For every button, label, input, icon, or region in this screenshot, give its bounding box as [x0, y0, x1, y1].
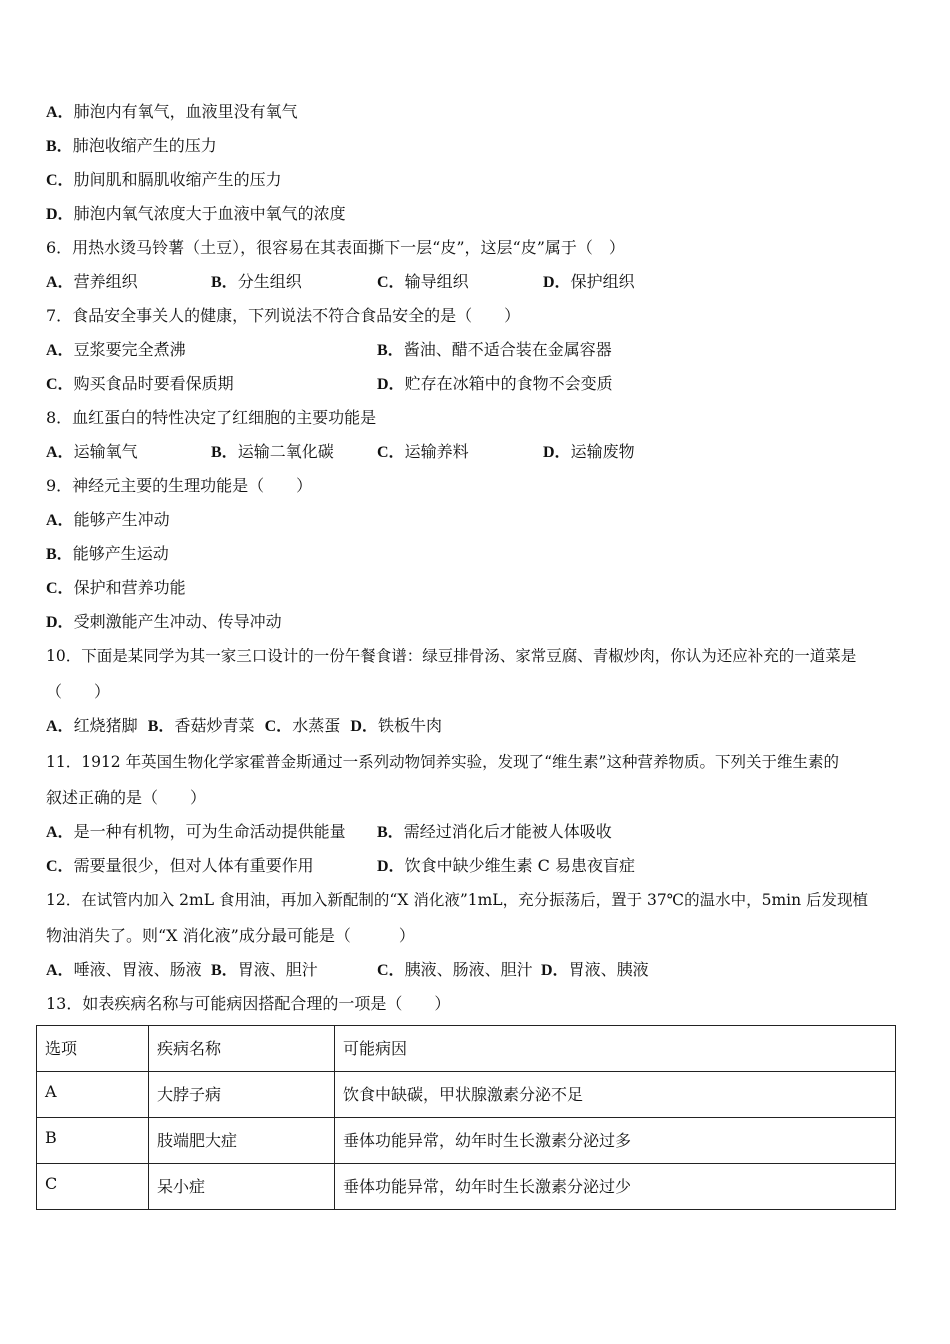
q11-option-c: C．需要量很少，但对人体有重要作用: [46, 856, 314, 875]
q10-option-c: 水蒸蛋: [292, 716, 341, 735]
q12-stem-line1: 12．在试管内加入 2mL 食用油，再加入新配制的“X 消化液”1mL，充分振荡后，置于 37℃的温水中，5min 后发现植: [46, 891, 869, 909]
q10-options: A．红烧猪脚 B．香菇炒青菜 C．水蒸蛋 D．铁板牛肉: [46, 716, 442, 735]
disease-table: [36, 1025, 896, 1210]
q6-option-d: D．保护组织: [543, 272, 635, 291]
q11-option-d: D．饮食中缺少维生素 C 易患夜盲症: [377, 856, 635, 875]
q11-option-b: B．需经过消化后才能被人体吸收: [377, 822, 612, 841]
table-cell: C: [37, 1164, 149, 1210]
table-cell: 肢端肥大症: [149, 1118, 335, 1164]
q5-option-b: B．肺泡收缩产生的压力: [46, 136, 217, 155]
q7-option-a: A．豆浆要完全煮沸: [46, 340, 186, 359]
q6-stem: 6．用热水烫马铃薯（土豆），很容易在其表面撕下一层“皮”，这层“皮”属于（ ）: [46, 238, 625, 257]
table-cell: B: [37, 1118, 149, 1164]
q12-option-b: B．胃液、胆汁: [211, 960, 318, 979]
table-header-row: [37, 1026, 896, 1072]
table-cell: 大脖子病: [149, 1072, 335, 1118]
q7-option-b: B．酱油、醋不适合装在金属容器: [377, 340, 612, 359]
table-cell: 呆小症: [149, 1164, 335, 1210]
q8-option-a: A．运输氧气: [46, 442, 138, 461]
table-row: [37, 1072, 896, 1118]
q12-option-d: D．胃液、胰液: [541, 960, 649, 979]
q7-option-d: D．贮存在冰箱中的食物不会变质: [377, 374, 613, 393]
q7-stem: 7．食品安全事关人的健康，下列说法不符合食品安全的是（ ）: [46, 306, 521, 325]
q13-stem: 13．如表疾病名称与可能病因搭配合理的一项是（ ）: [46, 994, 451, 1013]
table-cell: 垂体功能异常，幼年时生长激素分泌过少: [335, 1164, 896, 1210]
q5-option-d: D．肺泡内氧气浓度大于血液中氧气的浓度: [46, 204, 346, 223]
q12-option-a: A．唾液、胃液、肠液: [46, 960, 202, 979]
table-row: [37, 1118, 896, 1164]
q8-option-c: C．运输养料: [377, 442, 469, 461]
q9-option-a: A．能够产生冲动: [46, 510, 170, 529]
q10-option-a: 红烧猪脚: [73, 716, 138, 735]
q6-option-a: A．营养组织: [46, 272, 138, 291]
table-header-cell: 可能病因: [335, 1026, 896, 1072]
q8-option-d: D．运输废物: [543, 442, 635, 461]
table-header-cell: 选项: [37, 1026, 149, 1072]
table-cell: 饮食中缺碳，甲状腺激素分泌不足: [335, 1072, 896, 1118]
q8-stem: 8．血红蛋白的特性决定了红细胞的主要功能是: [46, 408, 377, 427]
q9-option-d: D．受刺激能产生冲动、传导冲动: [46, 612, 282, 631]
q11-stem-line2: 叙述正确的是（ ）: [46, 788, 207, 807]
q7-option-c: C．购买食品时要看保质期: [46, 374, 234, 393]
q12-option-c: C．胰液、肠液、胆汁: [377, 960, 533, 979]
q10-stem-line2: （ ）: [46, 682, 111, 701]
q6-option-b: B．分生组织: [211, 272, 302, 291]
q9-option-b: B．能够产生运动: [46, 544, 169, 563]
q10-stem-line1: 10．下面是某同学为其一家三口设计的一份午餐食谱：绿豆排骨汤、家常豆腐、青椒炒肉，你认为还应补充的一道菜是: [46, 647, 857, 665]
q9-option-c: C．保护和营养功能: [46, 578, 186, 597]
q12-stem-line2: 物油消失了。则“X 消化液”成分最可能是（ ）: [46, 926, 415, 945]
table-cell: A: [37, 1072, 149, 1118]
q10-option-d: 铁板牛肉: [377, 716, 442, 735]
q11-option-a: A．是一种有机物，可为生命活动提供能量: [46, 822, 346, 841]
q11-stem-line1: 11．1912 年英国生物化学家霍普金斯通过一系列动物饲养实验，发现了“维生素”这种营养物质。下列关于维生素的: [46, 753, 839, 771]
q10-option-b: 香菇炒青菜: [174, 716, 255, 735]
table-cell: 垂体功能异常，幼年时生长激素分泌过多: [335, 1118, 896, 1164]
table-row: [37, 1164, 896, 1210]
q6-option-c: C．输导组织: [377, 272, 469, 291]
table-header-cell: 疾病名称: [149, 1026, 335, 1072]
q5-option-a: A．肺泡内有氧气，血液里没有氧气: [46, 102, 298, 121]
q5-option-c: C．肋间肌和膈肌收缩产生的压力: [46, 170, 282, 189]
q9-stem: 9．神经元主要的生理功能是（ ）: [46, 476, 313, 495]
q8-option-b: B．运输二氧化碳: [211, 442, 334, 461]
